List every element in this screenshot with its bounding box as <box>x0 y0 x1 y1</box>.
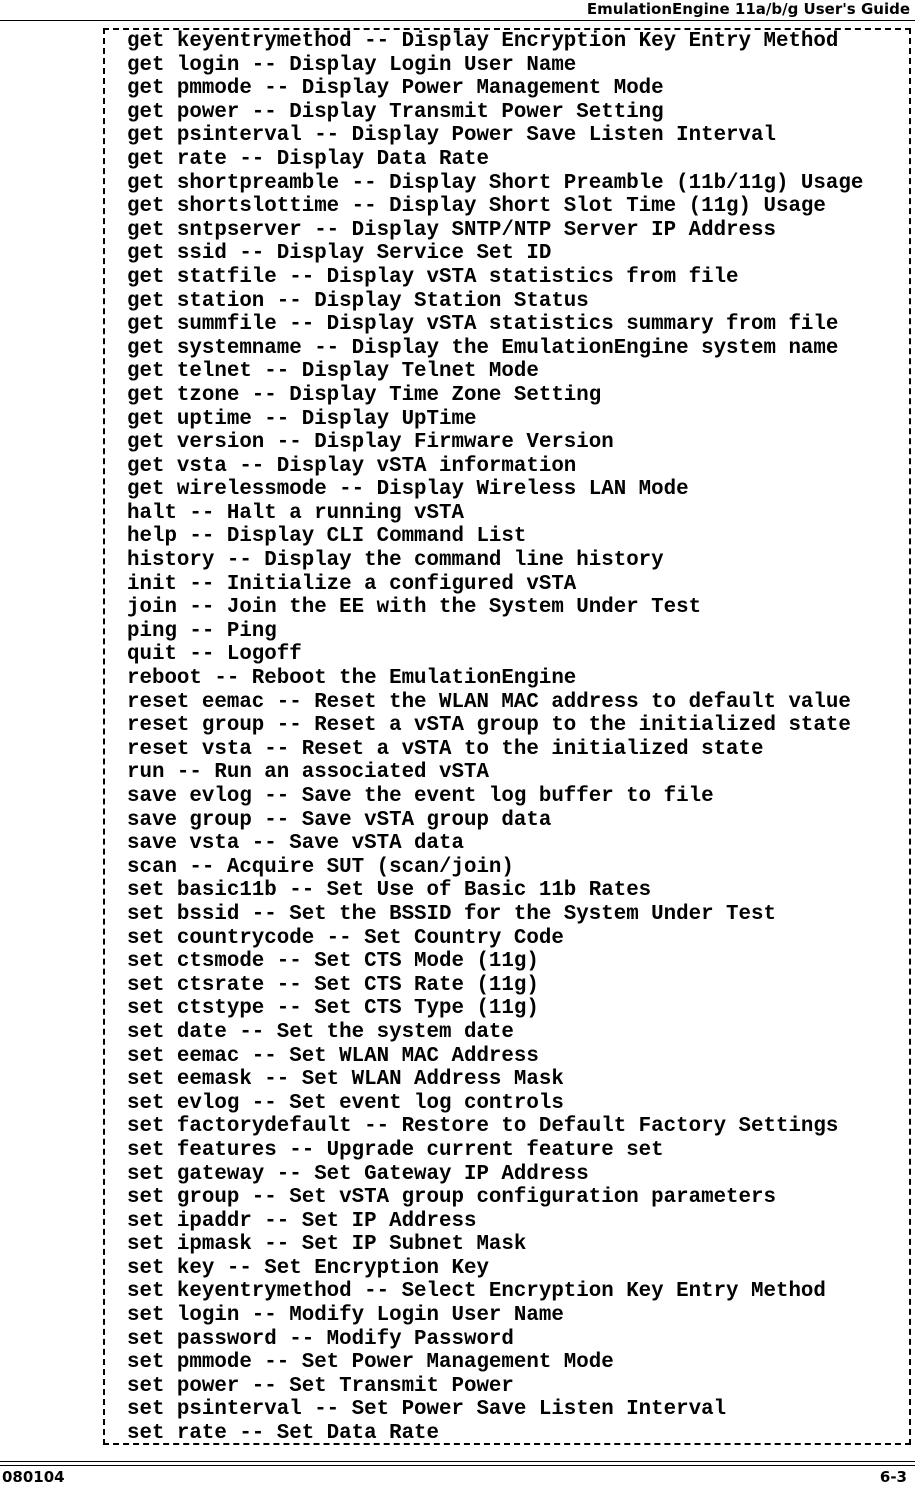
cli-command-list <box>127 30 909 1446</box>
command-line: get login -- Display Login User Name <box>127 53 577 77</box>
command-line: run -- Run an associated vSTA <box>127 761 489 785</box>
command-line: set ctstype -- Set CTS Type (11g) <box>127 997 539 1021</box>
command-line: get keyentrymethod -- Display Encryption Key Entry Method <box>127 30 839 53</box>
command-line: save vsta -- Save vSTA data <box>127 832 464 856</box>
command-line: set password -- Modify Password <box>127 1327 514 1351</box>
command-line: halt -- Halt a running vSTA <box>127 501 464 525</box>
command-line: set eemac -- Set WLAN MAC Address <box>127 1044 539 1068</box>
command-line: get station -- Display Station Status <box>127 289 589 313</box>
command-line: get power -- Display Transmit Power Setting <box>127 100 664 124</box>
command-line: scan -- Acquire SUT (scan/join) <box>127 855 514 879</box>
command-line: get sntpserver -- Display SNTP/NTP Server IP Address <box>127 218 776 242</box>
command-line: get telnet -- Display Telnet Mode <box>127 360 539 384</box>
command-line: get ssid -- Display Service Set ID <box>127 242 552 266</box>
command-line: set ipmask -- Set IP Subnet Mask <box>127 1233 527 1257</box>
command-line: get rate -- Display Data Rate <box>127 147 489 171</box>
command-line: help -- Display CLI Command List <box>127 525 527 549</box>
command-line: set power -- Set Transmit Power <box>127 1374 514 1398</box>
command-line: set rate -- Set Data Rate <box>127 1422 440 1446</box>
cli-command-list-box <box>103 28 911 1445</box>
command-line: reset group -- Reset a vSTA group to the initialized state <box>127 714 851 738</box>
command-line: set eemask -- Set WLAN Address Mask <box>127 1068 564 1092</box>
page-header-title: EmulationEngine 11a/b/g User's Guide <box>586 0 910 18</box>
command-line: get summfile -- Display vSTA statistics summary from file <box>127 313 839 337</box>
command-line: get version -- Display Firmware Version <box>127 431 614 455</box>
command-line: set features -- Upgrade current feature set <box>127 1138 664 1162</box>
command-line: save group -- Save vSTA group data <box>127 808 552 832</box>
command-line: reset vsta -- Reset a vSTA to the initialized state <box>127 737 764 761</box>
command-line: get wirelessmode -- Display Wireless LAN Mode <box>127 478 689 502</box>
command-line: set factorydefault -- Restore to Default Factory Settings <box>127 1115 839 1139</box>
footer-divider-bottom <box>0 1465 915 1466</box>
command-line: get systemname -- Display the EmulationEngine system name <box>127 336 839 360</box>
command-line: get shortpreamble -- Display Short Preamble (11b/11g) Usage <box>127 171 864 195</box>
command-line: set ctsmode -- Set CTS Mode (11g) <box>127 950 539 974</box>
command-line: get uptime -- Display UpTime <box>127 407 477 431</box>
command-line: set date -- Set the system date <box>127 1020 514 1044</box>
command-line: get vsta -- Display vSTA information <box>127 454 577 478</box>
document-code: 080104 <box>2 1468 65 1486</box>
command-line: set key -- Set Encryption Key <box>127 1256 489 1280</box>
command-line: ping -- Ping <box>127 619 277 643</box>
command-line: join -- Join the EE with the System Under Test <box>127 596 702 620</box>
command-line: set countrycode -- Set Country Code <box>127 926 564 950</box>
command-line: set psinterval -- Set Power Save Listen Interval <box>127 1398 727 1422</box>
command-line: set login -- Modify Login User Name <box>127 1304 564 1328</box>
command-line: get shortslottime -- Display Short Slot Time (11g) Usage <box>127 195 826 219</box>
command-line: set ipaddr -- Set IP Address <box>127 1209 477 1233</box>
command-line: init -- Initialize a configured vSTA <box>127 572 577 596</box>
header-divider <box>0 20 915 21</box>
command-line: set keyentrymethod -- Select Encryption Key Entry Method <box>127 1280 826 1304</box>
command-line: get pmmode -- Display Power Management Mode <box>127 77 664 101</box>
footer-divider-top <box>0 1461 915 1462</box>
command-line: save evlog -- Save the event log buffer to file <box>127 785 714 808</box>
command-line: reset eemac -- Reset the WLAN MAC address to default value <box>127 690 851 714</box>
command-line: set ctsrate -- Set CTS Rate (11g) <box>127 973 539 997</box>
command-line: get tzone -- Display Time Zone Setting <box>127 383 602 407</box>
command-line: set basic11b -- Set Use of Basic 11b Rates <box>127 879 652 903</box>
command-line: set bssid -- Set the BSSID for the System Under Test <box>127 902 776 926</box>
command-line: set pmmode -- Set Power Management Mode <box>127 1351 614 1375</box>
command-line: get statfile -- Display vSTA statistics from file <box>127 265 739 289</box>
command-line: get psinterval -- Display Power Save Listen Interval <box>127 124 776 148</box>
command-line: set group -- Set vSTA group configuration parameters <box>127 1186 776 1210</box>
command-line: quit -- Logoff <box>127 643 302 667</box>
command-line: history -- Display the command line history <box>127 549 664 573</box>
page-number: 6-3 <box>879 1468 907 1486</box>
command-line: set evlog -- Set event log controls <box>127 1091 564 1115</box>
command-line: set gateway -- Set Gateway IP Address <box>127 1162 589 1186</box>
command-line: reboot -- Reboot the EmulationEngine <box>127 667 577 691</box>
